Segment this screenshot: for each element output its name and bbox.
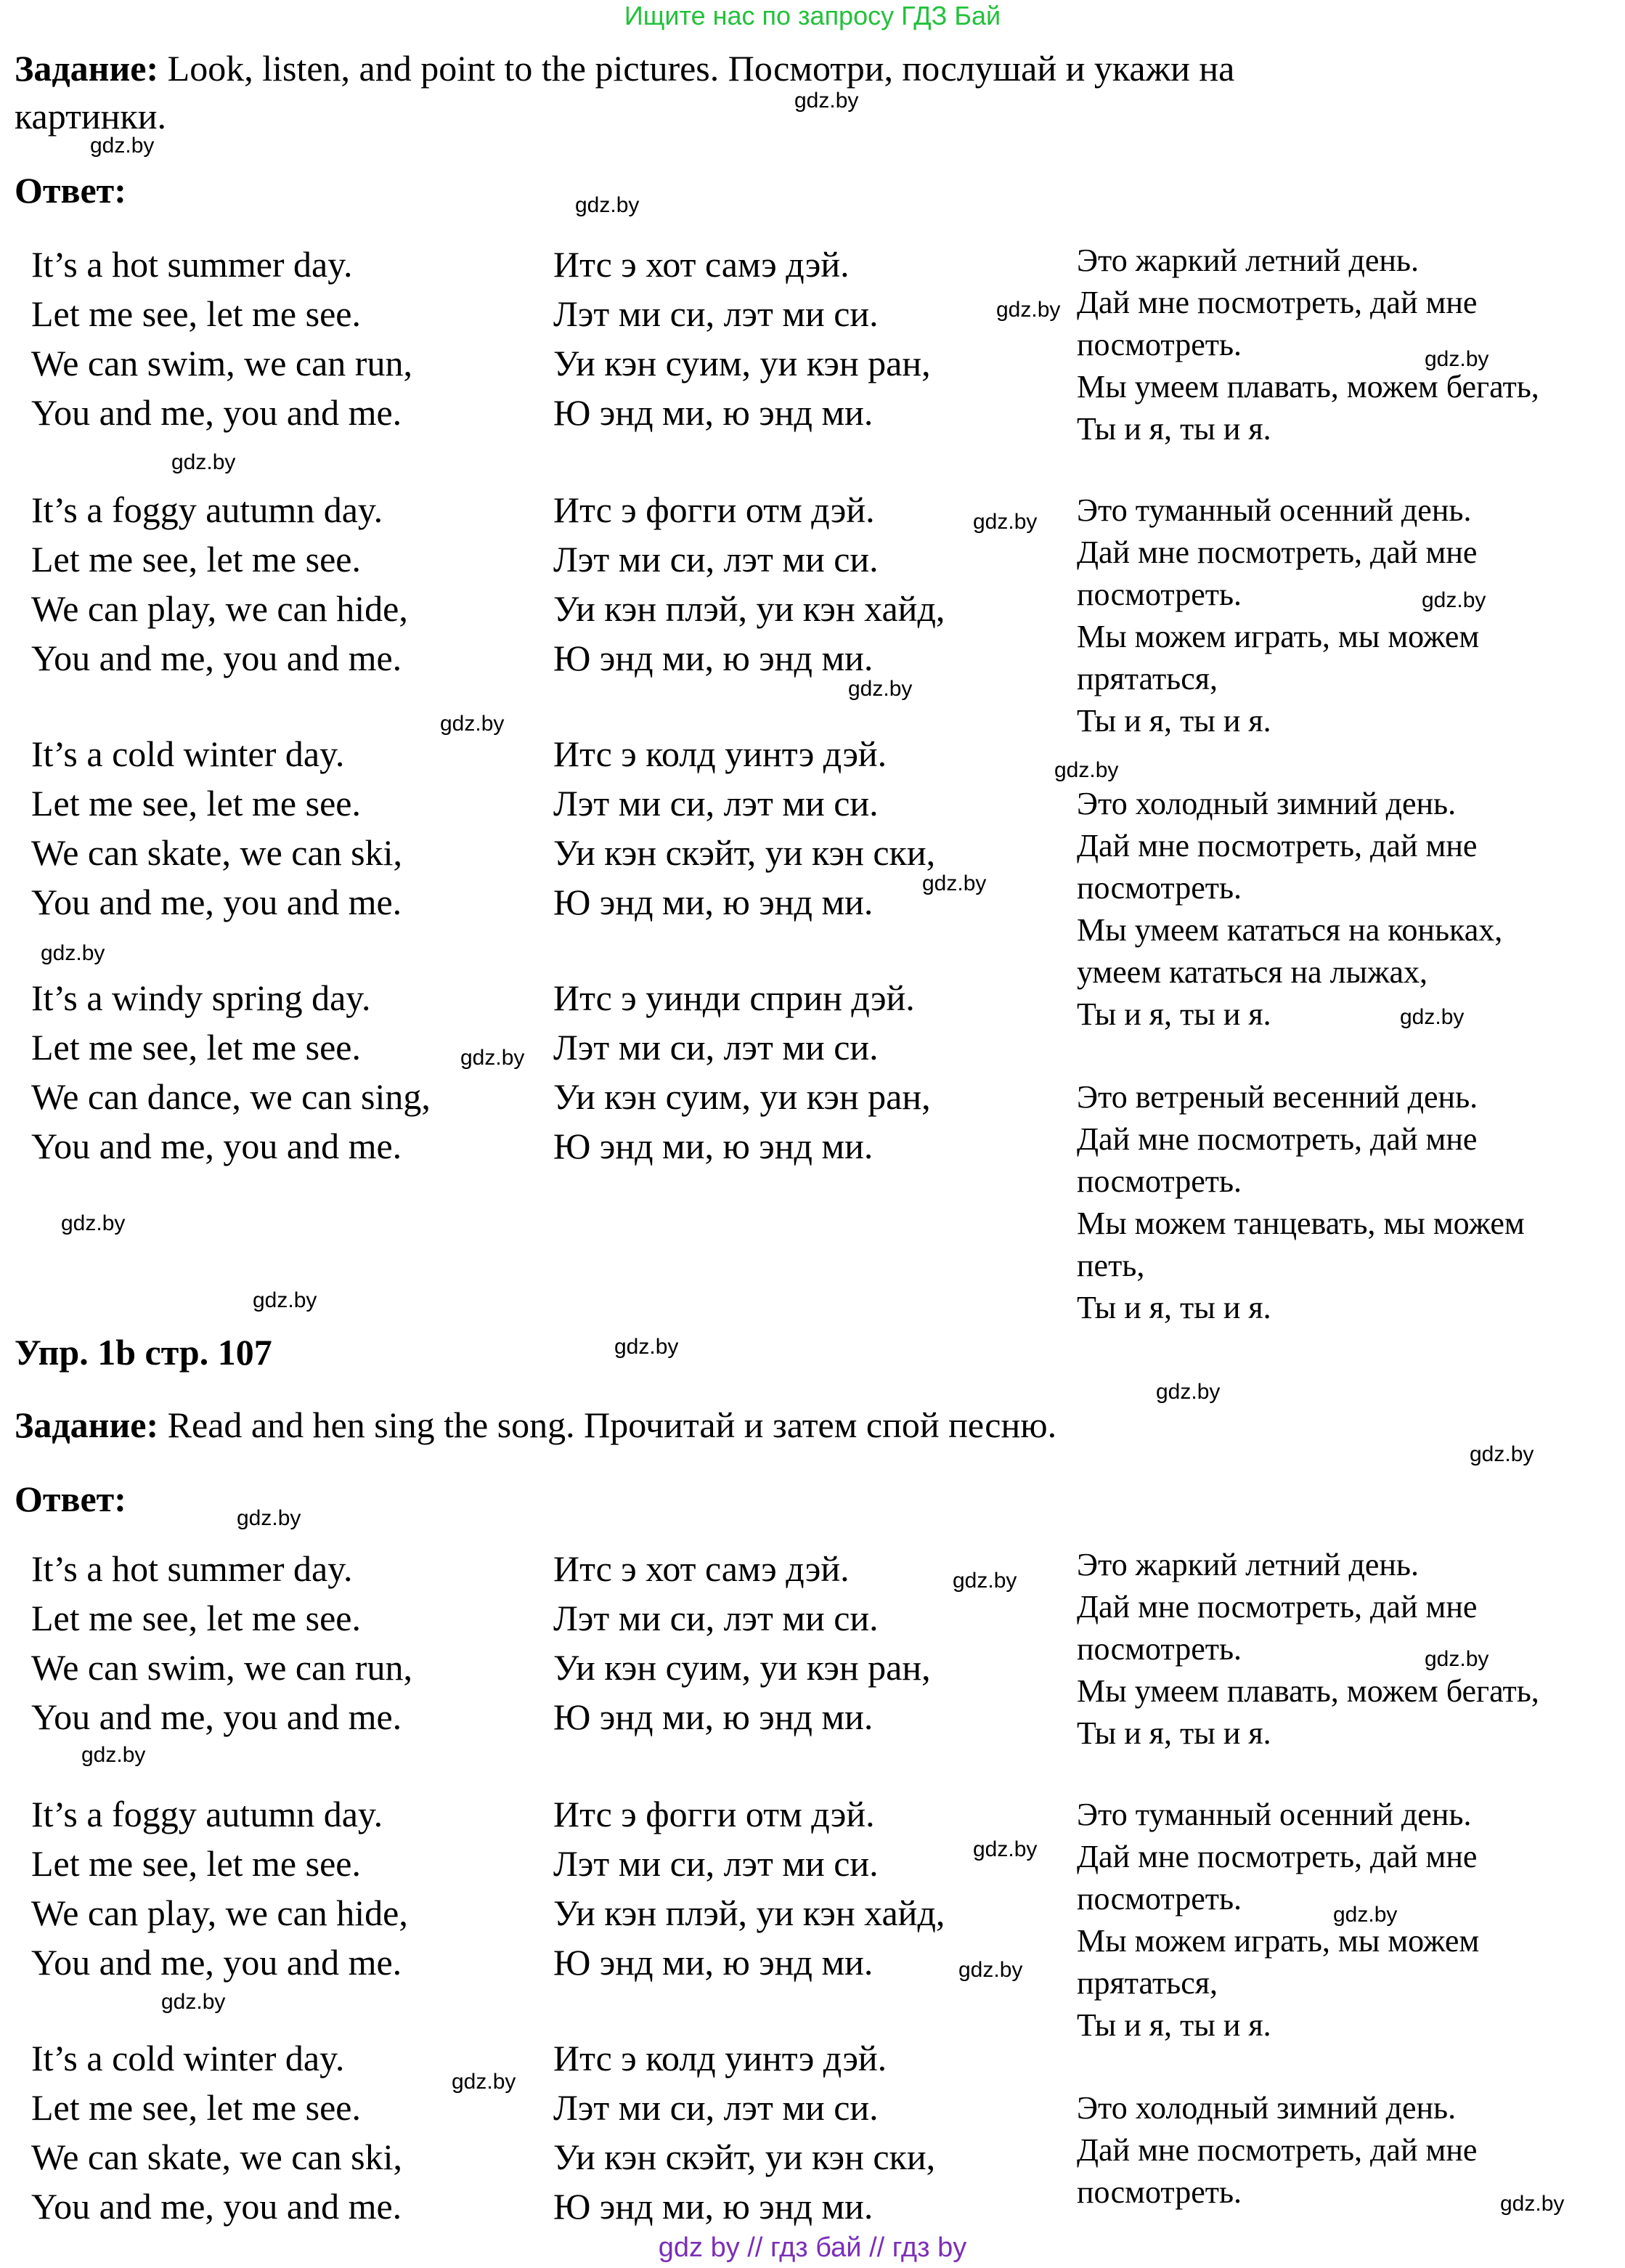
transcription-line: Ю энд ми, ю энд ми. <box>553 1696 873 1737</box>
translation-line: посмотреть. <box>1077 577 1242 612</box>
translation-line: Это холодный зимний день. <box>1077 2090 1457 2126</box>
translation-line: Это жаркий летний день. <box>1077 243 1419 278</box>
song1-stanza2-translation <box>1077 489 1614 742</box>
song-line: It’s a cold winter day. <box>31 2038 345 2078</box>
transcription-line: Ю энд ми, ю энд ми. <box>553 2186 873 2227</box>
translation-line: Мы можем играть, мы можем <box>1077 619 1480 654</box>
song-line: Let me see, let me see. <box>31 783 361 824</box>
song1-stanza1-transcription <box>553 240 931 437</box>
watermark: gdz.by <box>575 193 640 217</box>
translation-line: Это холодный зимний день. <box>1077 786 1457 821</box>
translation-line: Ты и я, ты и я. <box>1077 1715 1271 1751</box>
song-line: We can skate, we can ski, <box>31 2137 403 2177</box>
translation-line: Дай мне посмотреть, дай мне <box>1077 285 1478 320</box>
task-2-label: Задание: <box>15 1405 159 1445</box>
translation-line: Дай мне посмотреть, дай мне <box>1077 1121 1478 1157</box>
song1-stanza3-transcription <box>553 729 935 927</box>
watermark: gdz.by <box>1470 1442 1534 1466</box>
transcription-line: Ю энд ми, ю энд ми. <box>553 392 873 433</box>
watermark: gdz.by <box>460 1046 525 1070</box>
translation-line: Это туманный осенний день. <box>1077 492 1472 528</box>
translation-line: Это туманный осенний день. <box>1077 1797 1472 1832</box>
song-line: It’s a foggy autumn day. <box>31 489 383 530</box>
song1-stanza1-translation <box>1077 240 1614 450</box>
song-line: We can play, we can hide, <box>31 1893 408 1933</box>
watermark: gdz.by <box>958 1958 1023 1982</box>
song1-stanza1-english <box>31 240 412 437</box>
translation-line: Это ветреный весенний день. <box>1077 1079 1478 1115</box>
task-1-text <box>15 44 1612 93</box>
transcription-line: Итс э фогги отм дэй. <box>553 489 875 530</box>
song-line: You and me, you and me. <box>31 1126 402 1166</box>
transcription-line: Лэт ми си, лэт ми си. <box>553 783 879 824</box>
song-line: We can skate, we can ski, <box>31 832 403 873</box>
translation-line: посмотреть. <box>1077 1631 1242 1667</box>
song-line: Let me see, let me see. <box>31 2087 361 2128</box>
song-line: It’s a cold winter day. <box>31 733 345 774</box>
watermark: gdz.by <box>61 1211 126 1235</box>
translation-line: Дай мне посмотреть, дай мне <box>1077 1589 1478 1625</box>
watermark: gdz.by <box>1054 758 1119 782</box>
transcription-line: Итс э фогги отм дэй. <box>553 1794 875 1834</box>
transcription-line: Уи кэн плэй, уи кэн хайд, <box>553 588 945 629</box>
song1-stanza2-transcription <box>553 485 945 683</box>
transcription-line: Уи кэн скэйт, уи кэн ски, <box>553 832 936 873</box>
task-1-label: Задание: <box>15 48 159 89</box>
song-line: You and me, you and me. <box>31 638 402 678</box>
translation-line: посмотреть. <box>1077 1881 1242 1917</box>
transcription-line: Ю энд ми, ю энд ми. <box>553 882 873 922</box>
song-line: Let me see, let me see. <box>31 1027 361 1068</box>
watermark: gdz.by <box>1425 347 1489 371</box>
song-line: It’s a hot summer day. <box>31 244 353 285</box>
watermark: gdz.by <box>996 298 1061 322</box>
watermark: gdz.by <box>1422 588 1486 612</box>
translation-line: петь, <box>1077 1248 1145 1283</box>
task-2-text <box>15 1400 1612 1450</box>
watermark: gdz.by <box>1333 1903 1398 1927</box>
translation-line: Ты и я, ты и я. <box>1077 2007 1271 2043</box>
song-line: You and me, you and me. <box>31 392 402 433</box>
transcription-line: Лэт ми си, лэт ми си. <box>553 539 879 580</box>
song-line: It’s a foggy autumn day. <box>31 1794 383 1834</box>
watermark: gdz.by <box>848 677 913 701</box>
song-line: We can swim, we can run, <box>31 1647 412 1688</box>
translation-line: посмотреть. <box>1077 2174 1242 2210</box>
watermark: gdz.by <box>953 1569 1017 1593</box>
song-line: Let me see, let me see. <box>31 1598 361 1638</box>
translation-line: Мы можем танцевать, мы можем <box>1077 1206 1525 1241</box>
task-1-line-2: картинки. <box>15 96 166 137</box>
song-line: We can dance, we can sing, <box>31 1076 431 1117</box>
translation-line: прятаться, <box>1077 661 1218 696</box>
song-line: It’s a windy spring day. <box>31 977 371 1018</box>
song-line: Let me see, let me see. <box>31 293 361 334</box>
watermark: gdz.by <box>1400 1005 1465 1029</box>
translation-line: Ты и я, ты и я. <box>1077 703 1271 739</box>
transcription-line: Уи кэн плэй, уи кэн хайд, <box>553 1893 945 1933</box>
translation-line: посмотреть. <box>1077 870 1242 906</box>
translation-line: Дай мне посмотреть, дай мне <box>1077 535 1478 570</box>
song2-stanza2-transcription <box>553 1789 945 1987</box>
song1-stanza3-translation <box>1077 783 1614 1036</box>
translation-line: Ты и я, ты и я. <box>1077 1290 1271 1325</box>
transcription-line: Ю энд ми, ю энд ми. <box>553 1942 873 1983</box>
song-line: We can play, we can hide, <box>31 588 408 629</box>
transcription-line: Итс э уинди сприн дэй. <box>553 977 915 1018</box>
transcription-line: Уи кэн суим, уи кэн ран, <box>553 1076 931 1117</box>
transcription-line: Уи кэн суим, уи кэн ран, <box>553 1647 931 1688</box>
section-2-heading: Упр. 1b стр. 107 <box>15 1332 272 1373</box>
watermark: gdz.by <box>41 941 105 965</box>
watermark: gdz.by <box>922 871 987 895</box>
watermark: gdz.by <box>253 1288 317 1312</box>
translation-line: Дай мне посмотреть, дай мне <box>1077 1839 1478 1874</box>
transcription-line: Лэт ми си, лэт ми си. <box>553 293 879 334</box>
song2-stanza3-transcription <box>553 2033 935 2231</box>
transcription-line: Уи кэн скэйт, уи кэн ски, <box>553 2137 936 2177</box>
song2-stanza1-translation <box>1077 1544 1614 1755</box>
transcription-line: Итс э колд уинтэ дэй. <box>553 2038 887 2078</box>
watermark: gdz.by <box>1156 1380 1221 1404</box>
song2-stanza1-transcription <box>553 1544 931 1741</box>
transcription-line: Лэт ми си, лэт ми си. <box>553 1027 879 1068</box>
watermark: gdz.by <box>81 1743 146 1767</box>
watermark: gdz.by <box>171 450 236 474</box>
song-line: You and me, you and me. <box>31 882 402 922</box>
song-line: You and me, you and me. <box>31 1942 402 1983</box>
translation-line: посмотреть. <box>1077 327 1242 362</box>
song1-stanza2-english <box>31 485 408 683</box>
translation-line: Мы можем играть, мы можем <box>1077 1923 1480 1959</box>
watermark: gdz.by <box>237 1506 301 1530</box>
watermark: gdz.by <box>1500 2192 1565 2216</box>
transcription-line: Итс э хот самэ дэй. <box>553 1548 850 1589</box>
watermark: gdz.by <box>90 134 155 158</box>
song1-stanza4-translation <box>1077 1076 1614 1329</box>
watermark: gdz.by <box>440 712 505 736</box>
song-line: Let me see, let me see. <box>31 1843 361 1884</box>
translation-line: Дай мне посмотреть, дай мне <box>1077 828 1478 863</box>
watermark: gdz.by <box>1425 1647 1489 1671</box>
translation-line: Ты и я, ты и я. <box>1077 411 1271 447</box>
song1-stanza3-english <box>31 729 402 927</box>
top-banner[interactable]: Ищите нас по запросу ГДЗ Бай <box>624 1 1001 31</box>
transcription-line: Лэт ми си, лэт ми си. <box>553 1843 879 1884</box>
watermark: gdz.by <box>973 510 1038 534</box>
song1-stanza4-english <box>31 973 431 1171</box>
answer-1-heading: Ответ: <box>15 170 126 211</box>
transcription-line: Ю энд ми, ю энд ми. <box>553 1126 873 1166</box>
transcription-line: Ю энд ми, ю энд ми. <box>553 638 873 678</box>
song-line: We can swim, we can run, <box>31 343 412 383</box>
transcription-line: Лэт ми си, лэт ми си. <box>553 1598 879 1638</box>
watermark: gdz.by <box>161 1990 226 2014</box>
song-line: You and me, you and me. <box>31 2186 402 2227</box>
song2-stanza1-english <box>31 1544 412 1741</box>
translation-line: Мы умеем плавать, можем бегать, <box>1077 369 1539 405</box>
song-line: Let me see, let me see. <box>31 539 361 580</box>
transcription-line: Итс э хот самэ дэй. <box>553 244 850 285</box>
watermark: gdz.by <box>614 1335 679 1359</box>
watermark: gdz.by <box>973 1837 1038 1861</box>
translation-line: умеем кататься на лыжах, <box>1077 954 1428 990</box>
task-1-line-1: Look, listen, and point to the pictures. Посмотри, послушай и укажи на <box>158 48 1235 89</box>
song-line: You and me, you and me. <box>31 1696 402 1737</box>
song-line: It’s a hot summer day. <box>31 1548 353 1589</box>
transcription-line: Уи кэн суим, уи кэн ран, <box>553 343 931 383</box>
transcription-line: Лэт ми си, лэт ми си. <box>553 2087 879 2128</box>
watermark: gdz.by <box>452 2070 516 2094</box>
translation-line: посмотреть. <box>1077 1163 1242 1199</box>
task-2-body: Read and hen sing the song. Прочитай и затем спой песню. <box>158 1405 1057 1445</box>
translation-line: Дай мне посмотреть, дай мне <box>1077 2132 1478 2168</box>
song1-stanza4-transcription <box>553 973 931 1171</box>
translation-line: Это жаркий летний день. <box>1077 1547 1419 1582</box>
translation-line: прятаться, <box>1077 1965 1218 2001</box>
watermark: gdz.by <box>794 89 859 113</box>
footer-links[interactable]: gdz by // гдз бай // гдз by <box>658 2232 967 2263</box>
answer-2-heading: Ответ: <box>15 1479 126 1519</box>
song2-stanza2-english <box>31 1789 408 1987</box>
translation-line: Мы умеем кататься на коньках, <box>1077 912 1503 948</box>
transcription-line: Итс э колд уинтэ дэй. <box>553 733 887 774</box>
translation-line: Мы умеем плавать, можем бегать, <box>1077 1673 1539 1709</box>
song2-stanza3-english <box>31 2033 402 2231</box>
translation-line: Ты и я, ты и я. <box>1077 996 1271 1032</box>
